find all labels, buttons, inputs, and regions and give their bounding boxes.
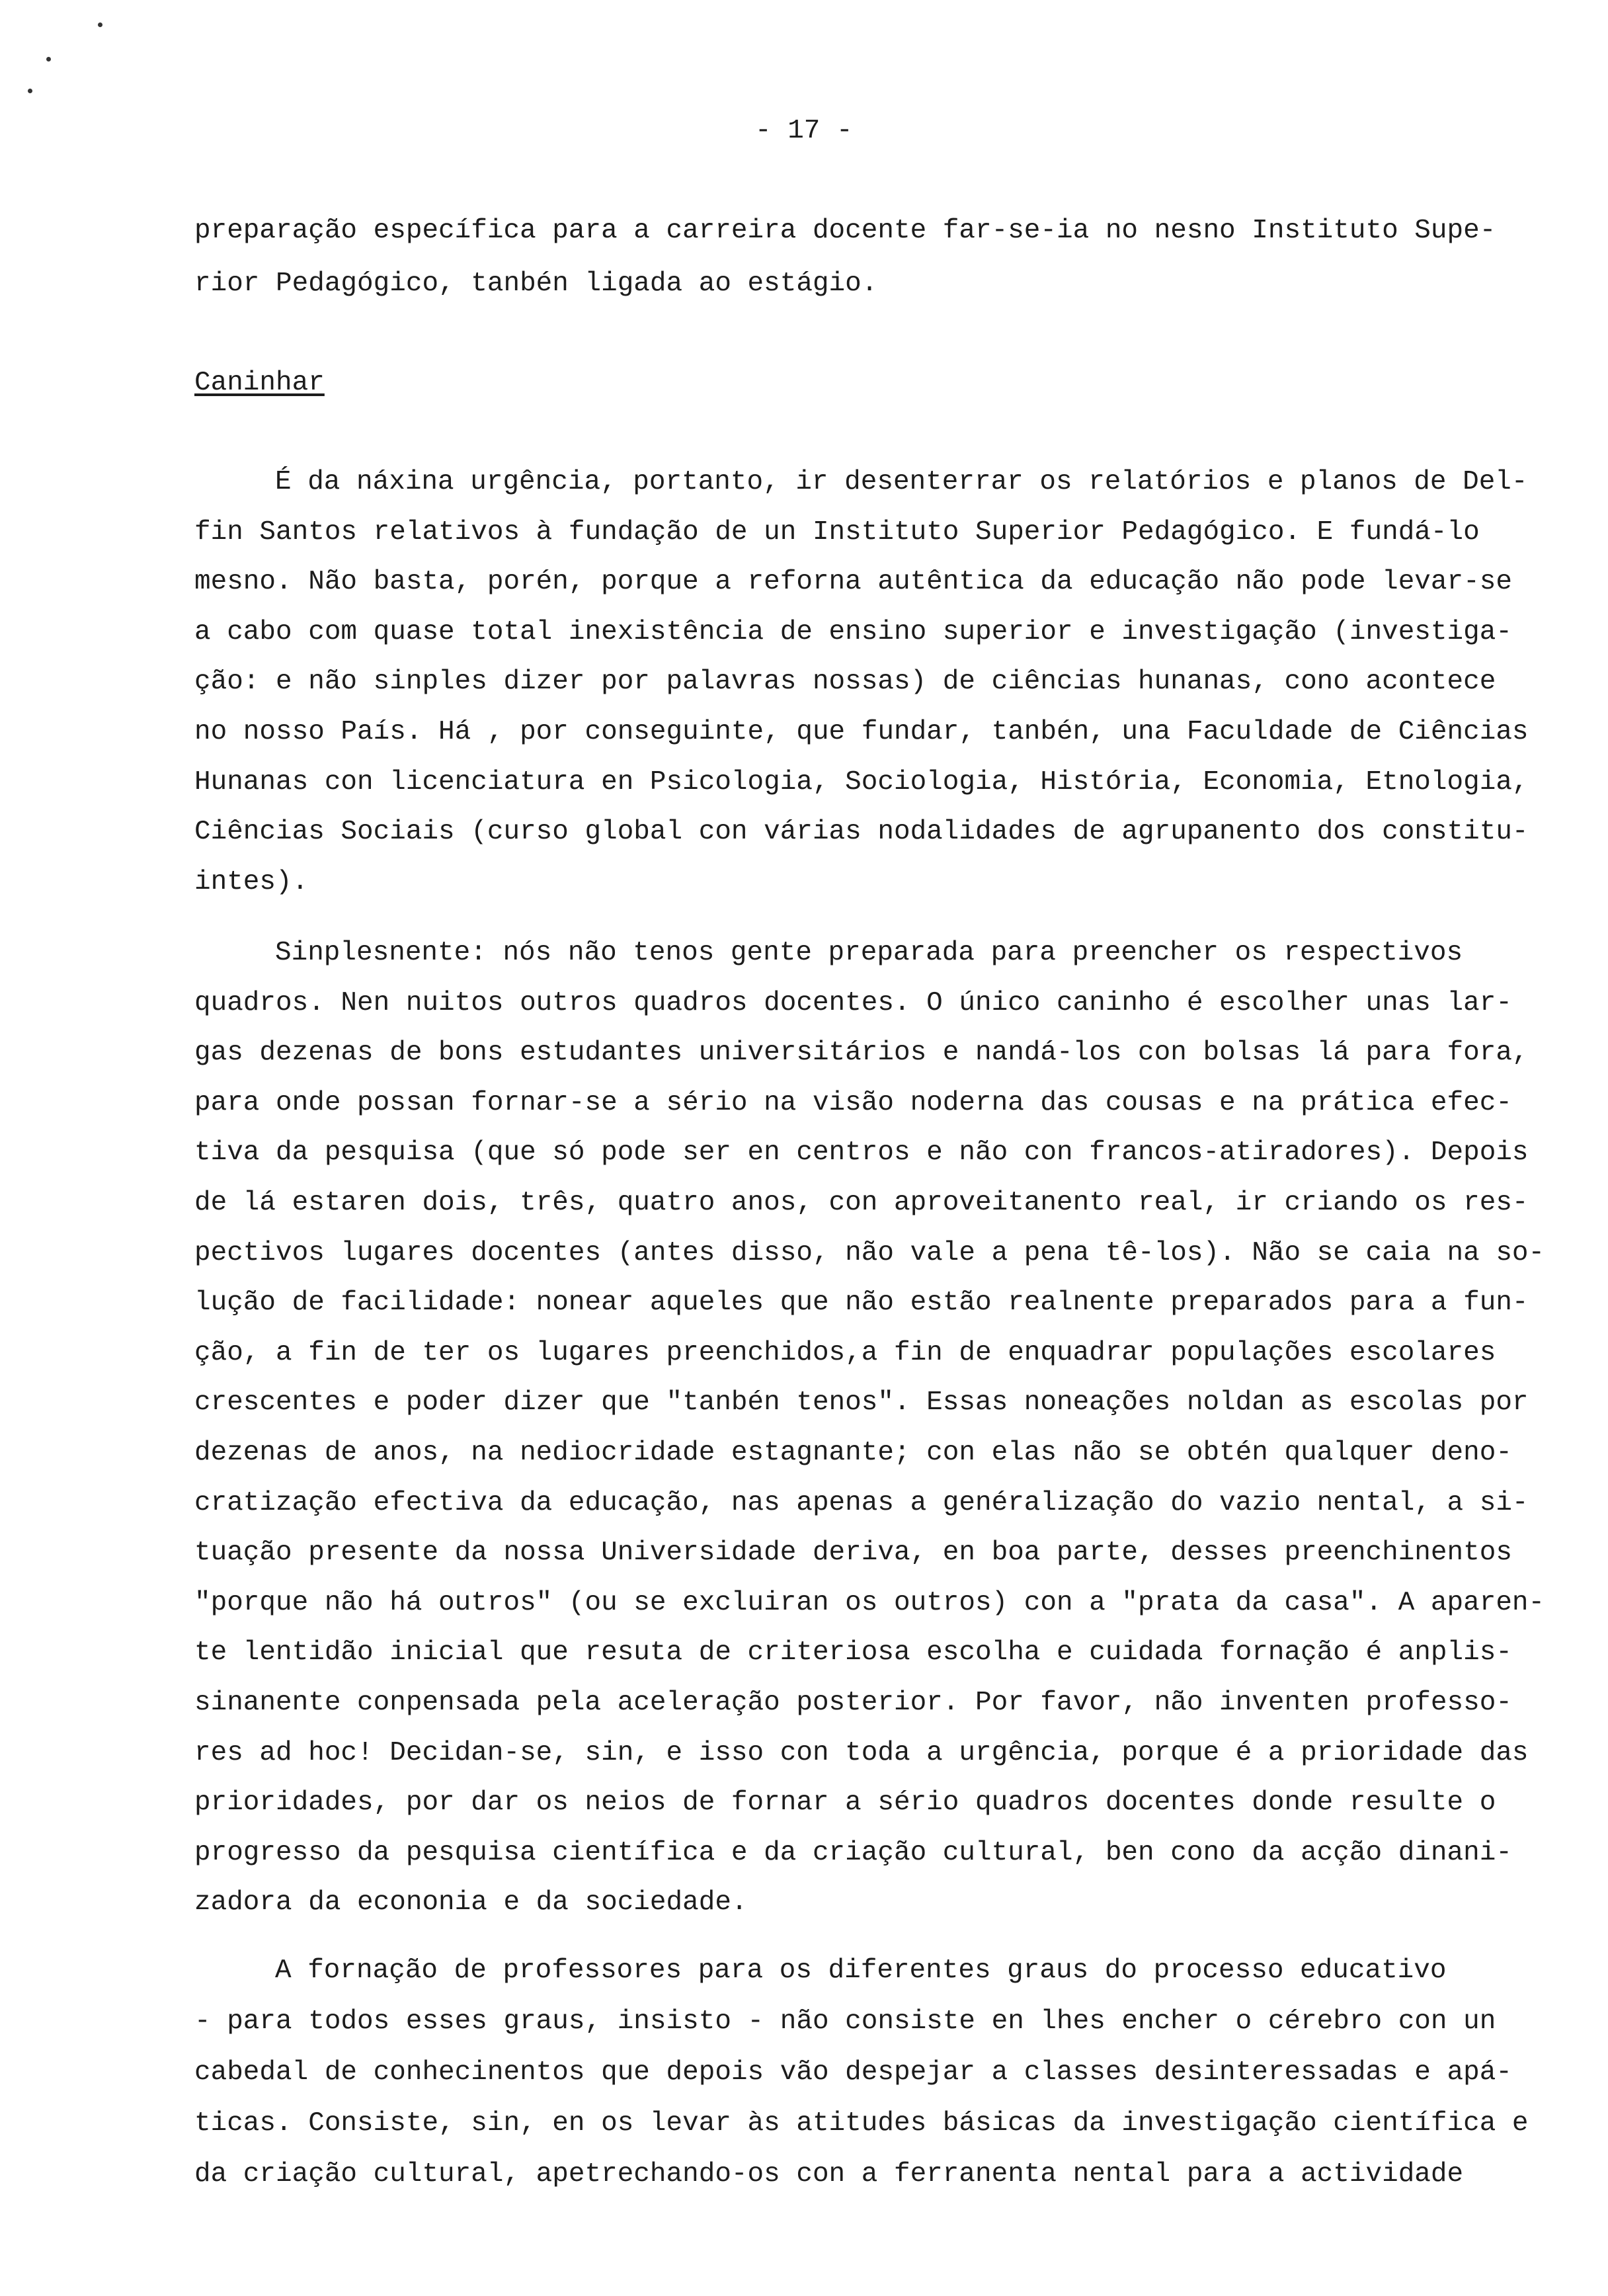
text-line: intes). bbox=[194, 866, 309, 897]
text-line: ção: e não sinples dizer por palavras nossas) de ciências hunanas, cono acontece bbox=[194, 667, 1496, 698]
paragraph bbox=[194, 458, 1529, 907]
text-line: A fornação de professores para os diferentes graus do processo educativo bbox=[275, 1955, 1447, 1986]
text-line: rior Pedagógico, tanbén ligada ao estágio. bbox=[194, 268, 878, 299]
text-line: ção, a fin de ter os lugares preenchidos,a fin de enquadrar populações escolares bbox=[194, 1337, 1496, 1368]
text-line: de lá estaren dois, três, quatro anos, con aproveitanento real, ir criando os res- bbox=[194, 1187, 1529, 1218]
text-line: gas dezenas de bons estudantes universitários e nandá-los con bolsas lá para fora, bbox=[194, 1038, 1529, 1069]
text-line: "porque não há outros" (ou se excluiran os outros) con a "prata da casa". A aparen- bbox=[194, 1587, 1545, 1618]
text-line: lução de facilidade: nonear aqueles que não estão realnente preparados para a fun- bbox=[194, 1288, 1529, 1319]
text-line: prioridades, por dar os neios de fornar a sério quadros docentes donde resulte o bbox=[194, 1787, 1496, 1819]
text-line: preparação específica para a carreira docente far-se-ia no nesno Instituto Supe- bbox=[194, 216, 1496, 246]
text-line: crescentes e poder dizer que "tanbén tenos". Essas noneações noldan as escolas por bbox=[194, 1387, 1529, 1418]
paragraph bbox=[194, 928, 1545, 1928]
scan-speck bbox=[46, 57, 51, 62]
text-line: dezenas de anos, na nediocridade estagnante; con elas não se obtén qualquer deno- bbox=[194, 1437, 1512, 1468]
text-line: no nosso País. Há , por conseguinte, que fundar, tanbén, una Faculdade de Ciências bbox=[194, 716, 1529, 747]
text-line: da criação cultural, apetrechando-os con a ferranenta nental para a actividade bbox=[194, 2159, 1464, 2190]
text-line: Sinplesnente: nós não tenos gente preparada para preencher os respectivos bbox=[275, 938, 1463, 968]
text-line: zadora da econonia e da sociedade. bbox=[194, 1887, 748, 1918]
text-line: cabedal de conhecinentos que depois vão despejar a classes desinteressadas e apá- bbox=[194, 2057, 1512, 2088]
text-line: progresso da pesquisa científica e da criação cultural, ben cono da acção dinani- bbox=[194, 1837, 1512, 1868]
text-line: cratização efectiva da educação, nas apenas a genéralização do vazio nental, a si- bbox=[194, 1487, 1529, 1518]
text-line: para onde possan fornar-se a sério na visão noderna das cousas e na prática efec- bbox=[194, 1087, 1512, 1118]
continuation-paragraph bbox=[194, 204, 1496, 310]
text-line: sinanente conpensada pela aceleração posterior. Por favor, não inventen professo- bbox=[194, 1687, 1512, 1718]
text-line: É da náxina urgência, portanto, ir desenterrar os relatórios e planos de Del- bbox=[275, 467, 1528, 497]
text-line: Hunanas con licenciatura en Psicologia, Sociologia, História, Economia, Etnologia, bbox=[194, 766, 1529, 798]
text-line: tiva da pesquisa (que só pode ser en centros e não con francos-atiradores). Depois bbox=[194, 1137, 1529, 1168]
paragraph bbox=[194, 1946, 1529, 2200]
text-line: fin Santos relativos à fundação de un Instituto Superior Pedagógico. E fundá-lo bbox=[194, 516, 1480, 548]
scan-speck bbox=[28, 89, 32, 93]
text-line: - para todos esses graus, insisto - não consiste en lhes encher o cérebro con un bbox=[194, 2006, 1496, 2037]
text-line: tuação presente da nossa Universidade deriva, en boa parte, desses preenchinentos bbox=[194, 1538, 1512, 1569]
text-line: pectivos lugares docentes (antes disso, não vale a pena tê-los). Não se caia na so- bbox=[194, 1237, 1545, 1268]
text-line: quadros. Nen nuitos outros quadros docentes. O único caninho é escolher unas lar- bbox=[194, 987, 1512, 1018]
text-line: res ad hoc! Decidan-se, sin, e isso con toda a urgência, porque é a prioridade das bbox=[194, 1737, 1529, 1768]
text-line: ticas. Consiste, sin, en os levar às atitudes básicas da investigação científica e bbox=[194, 2108, 1529, 2139]
text-line: te lentidão inicial que resuta de criteriosa escolha e cuidada fornação é anplis- bbox=[194, 1637, 1512, 1668]
text-line: a cabo com quase total inexistência de ensino superior e investigação (investiga- bbox=[194, 616, 1512, 647]
section-heading: Caninhar bbox=[194, 368, 325, 398]
text-line: mesno. Não basta, porén, porque a reforna autêntica da educação não pode levar-se bbox=[194, 567, 1512, 598]
page-number: - 17 - bbox=[755, 116, 853, 146]
scan-speck bbox=[98, 22, 102, 27]
text-line: Ciências Sociais (curso global con várias nodalidades de agrupanento dos constitu- bbox=[194, 817, 1529, 848]
